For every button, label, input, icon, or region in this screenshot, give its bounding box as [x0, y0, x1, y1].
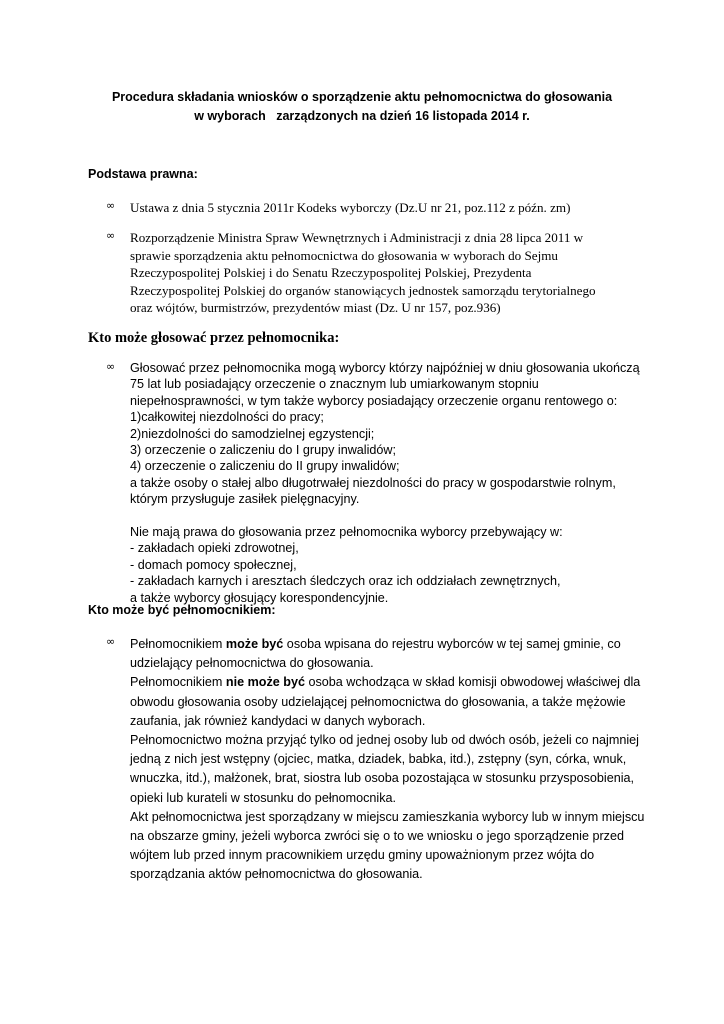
proxy-line: wójtem lub przed innym pracownikiem urzędu gminy upoważnionym przez wójta do [130, 848, 595, 863]
vote-line: 4) orzeczenie o zaliczeniu do II grupy inwalidów; [130, 459, 400, 474]
vote-line: 1)całkowitej niezdolności do pracy; [130, 410, 324, 425]
vote-line: - domach pomocy społecznej, [130, 557, 297, 572]
legal-basis-line: sprawie sporządzenia aktu pełnomocnictwa do głosowania w wyborach do Sejmu [130, 247, 558, 263]
blank-line [130, 508, 650, 524]
proxy-line: Pełnomocnikiem nie może być osoba wchodząca w skład komisji obwodowej właściwej dla [130, 675, 641, 690]
bullet-symbol: ∞ [106, 229, 116, 242]
document-title [0, 88, 724, 126]
vote-line: niepełnosprawności, w tym także wyborcy posiadający orzeczenie organu rentowego o: [130, 393, 618, 408]
bullet-symbol: ∞ [106, 635, 116, 648]
legal-basis-line: Rzeczypospolitej Polskiej i do Senatu Rzeczypospolitej Polskiej, Prezydenta [130, 265, 532, 280]
title-line-2: w wyborach zarządzonych na dzień 16 listopada 2014 r. [194, 109, 530, 123]
proxy-line: opieki lub kurateli w stosunku do pełnomocnika. [130, 790, 397, 805]
vote-line: którym przysługuje zasiłek pielęgnacyjny. [130, 492, 360, 507]
title-line-1: Procedura składania wniosków o sporządzenie aktu pełnomocnictwa do głosowania [111, 90, 613, 104]
who-can-be-proxy-heading: Kto może być pełnomocnikiem: [88, 603, 276, 617]
bullet-symbol: ∞ [106, 360, 116, 373]
legal-basis-heading: Podstawa prawna: [88, 167, 198, 181]
proxy-line: jedną z nich jest wstępny (ojciec, matka, dziadek, babka, itd.), zstępny (syn, córka, wnuk, [130, 752, 627, 767]
proxy-line: wnuczka, itd.), małżonek, brat, siostra lub osoba pozostająca w stosunku przysposobienia, [130, 771, 635, 786]
proxy-line: na obszarze gminy, jeżeli wyborca zwróci się o to we wniosku o jego sporządzenie przed [130, 829, 624, 844]
bullet-symbol: ∞ [106, 199, 116, 212]
vote-line: Głosować przez pełnomocnika mogą wyborcy którzy najpóźniej w dniu głosowania ukończą [130, 361, 640, 375]
vote-line: - zakładach opieki zdrowotnej, [130, 541, 299, 556]
proxy-line: udzielający pełnomocnictwa do głosowania. [130, 656, 374, 671]
emphasis-may-not-be: nie może być [225, 675, 305, 690]
legal-basis-line: Ustawa z dnia 5 stycznia 2011r Kodeks wyborczy (Dz.U nr 21, poz.112 z późn. zm) [130, 200, 571, 215]
legal-basis-line: Rzeczypospolitej Polskiej do organów stanowiących jednostek samorządu terytorialnego [130, 282, 596, 298]
proxy-line: Pełnomocnikiem może być osoba wpisana do rejestru wyborców w tej samej gminie, co [130, 637, 621, 651]
who-can-vote-heading: Kto może głosować przez pełnomocnika: [88, 330, 340, 346]
vote-line: a także osoby o stałej albo długotrwałej niezdolności do pracy w gospodarstwie rolnym, [130, 475, 616, 490]
legal-basis-line: Rozporządzenie Ministra Spraw Wewnętrznych i Administracji z dnia 28 lipca 2011 w [130, 230, 584, 245]
emphasis-may-be: może być [225, 637, 284, 651]
vote-line: a także wyborcy głosujący korespondencyjnie. [130, 590, 389, 605]
proxy-line: Akt pełnomocnictwa jest sporządzany w miejscu zamieszkania wyborcy lub w innym miejscu [130, 809, 645, 824]
legal-basis-line: oraz wójtów, burmistrzów, prezydentów miast (Dz. U nr 157, poz.936) [130, 300, 501, 315]
vote-line: 2)niezdolności do samodzielnej egzystencji; [130, 426, 375, 441]
vote-line: - zakładach karnych i aresztach śledczych oraz ich oddziałach zewnętrznych, [130, 574, 561, 589]
proxy-line: zaufania, jak również kandydaci w danych wyborach. [130, 713, 426, 728]
vote-line: Nie mają prawa do głosowania przez pełnomocnika wyborcy przebywający w: [130, 525, 563, 540]
proxy-line: Pełnomocnictwo można przyjąć tylko od jednej osoby lub od dwóch osób, jeżeli co najmniej [130, 733, 639, 748]
vote-line: 3) orzeczenie o zaliczeniu do I grupy inwalidów; [130, 443, 397, 458]
proxy-line: obwodu głosowania osoby udzielającej pełnomocnictwa do głosowania, a także mężowie [130, 694, 626, 709]
vote-line: 75 lat lub posiadający orzeczenie o znacznym lub umiarkowanym stopniu [130, 377, 539, 392]
proxy-line: sporządzania aktów pełnomocnictwa do głosowania. [130, 867, 423, 882]
